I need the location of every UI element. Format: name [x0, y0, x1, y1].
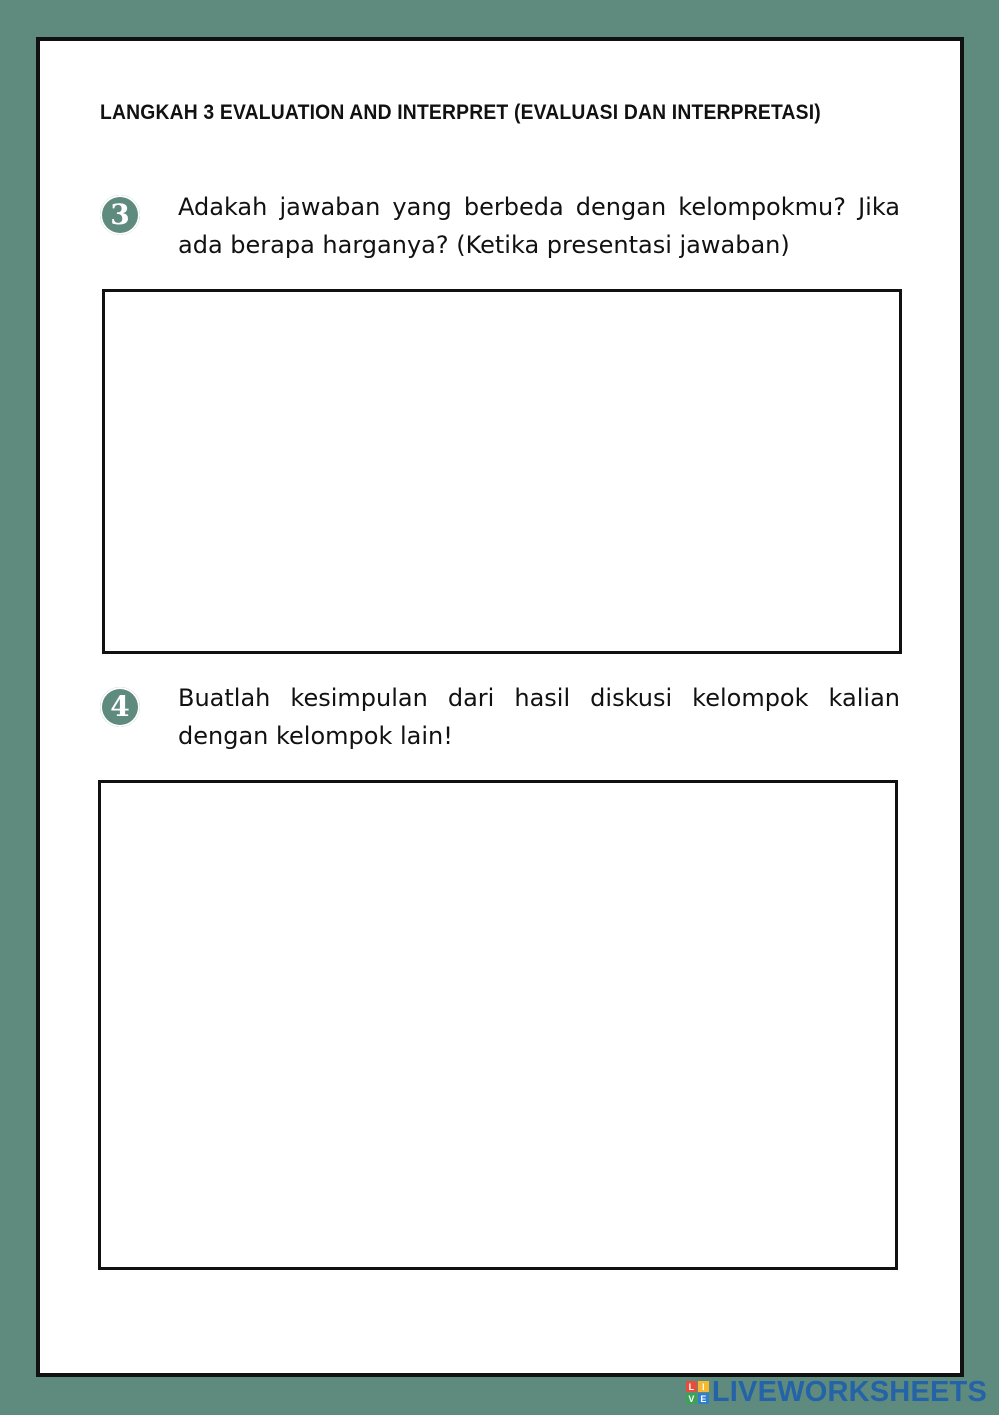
liveworksheets-logo — [686, 1376, 987, 1409]
step-heading: LANGKAH 3 EVALUATION AND INTERPRET (EVALUASI DAN INTERPRETASI) — [100, 101, 821, 124]
answer-box-question-4[interactable] — [98, 780, 898, 1270]
question-4-text: Buatlah kesimpulan dari hasil diskusi kelompok kalian dengan kelompok lain! — [178, 684, 900, 750]
brand-name: LIVEWORKSHEETS — [711, 1376, 987, 1408]
logo-letter: I — [698, 1381, 709, 1392]
worksheet-page — [36, 37, 964, 1377]
logo-letter: E — [698, 1393, 709, 1404]
answer-box-question-3[interactable] — [102, 289, 902, 654]
question-3-text: Adakah jawaban yang berbeda dengan kelompokmu? Jika ada berapa harganya? (Ketika presentasi jawaban) — [178, 193, 900, 259]
logo-letter: V — [686, 1393, 697, 1404]
question-number-badge — [100, 687, 140, 727]
question-number: 4 — [110, 690, 130, 723]
question-number-badge — [100, 195, 140, 235]
question-number: 3 — [110, 198, 130, 231]
live-grid-icon — [686, 1381, 709, 1404]
logo-letter: L — [686, 1381, 697, 1392]
